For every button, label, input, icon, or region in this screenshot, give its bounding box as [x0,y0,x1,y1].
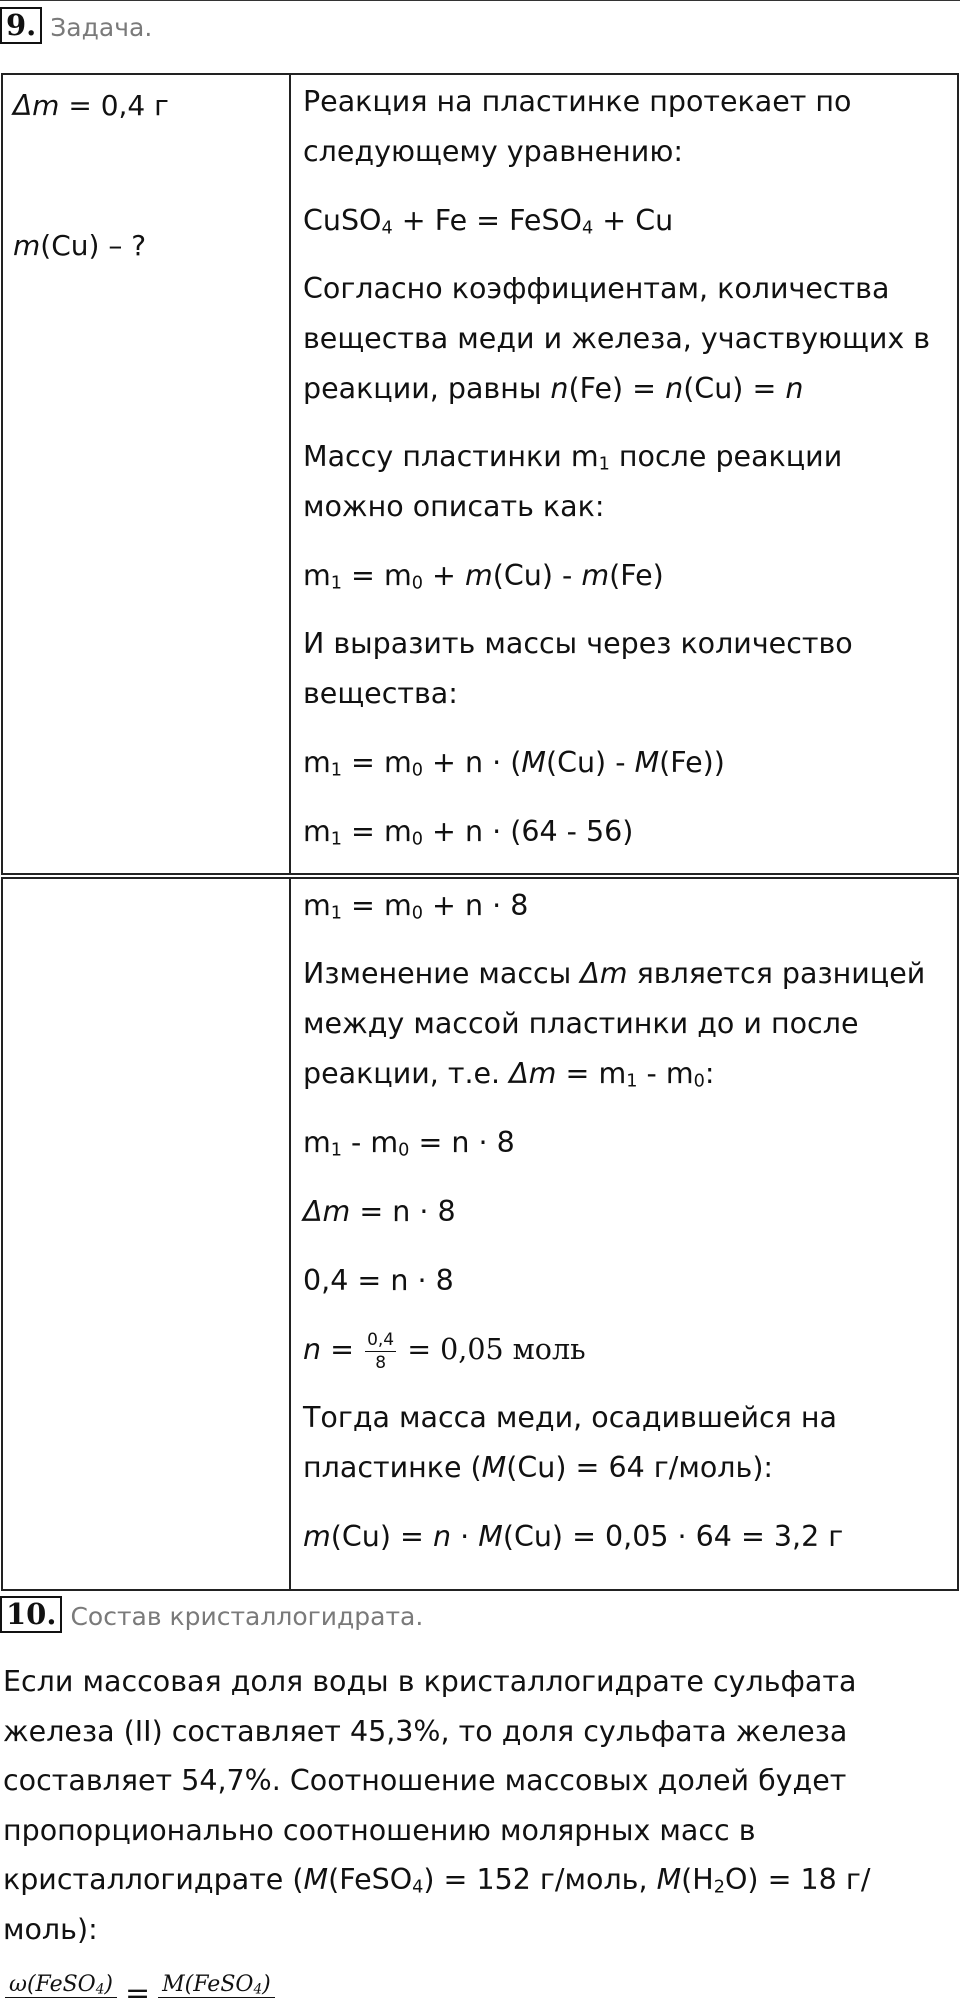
coefficient-text: Согласно коэффициентам, количества вещества меди и железа, участвующих в реакции, равны n(Fe) = n(Cu) = n [303,272,931,405]
top-rule [0,0,960,1]
equation-final: m(Cu) = n · M(Cu) = 0,05 · 64 = 3,2 г [303,1520,844,1553]
task-10-text: Если массовая доля воды в кристаллогидрате сульфата железа (II) составляет 45,3%, то доля сульфата железа составляет 54,7%. Соотношение массовых долей будет пропорционально соотношению молярных масс в кристаллогидрате (M(FeSO$_4$) = 152 г/моль, $M(H_2O) = 18$ г/моль): [3,1665,871,1946]
given-cell [2,74,290,874]
solution-cell-1 [290,74,958,874]
solution-table-2 [1,877,959,1591]
given-find: m(Cu) – ? [13,229,147,262]
express-text: И выразить массы через количество вещества: [303,627,853,710]
equation-dm: Δm = n · 8 [303,1195,456,1228]
equation-m1-molar: $m_1 = m_0 + n \cdot (M(Cu) - M(Fe))$ [303,746,725,781]
task-10-header [0,1596,423,1633]
solution-table-1 [1,73,959,875]
task-title: Задача. [50,13,153,43]
ratio-formula: ω(FeSO$_4$) = M(FeSO$_4$) [5,1972,275,2011]
equation-n: n = $\frac{0,4}{8}$ = 0,05 моль [303,1329,586,1373]
fraction-n: $\frac{0,4}{8}$ [367,1329,395,1373]
task-title: Состав кристаллогидрата. [70,1602,424,1632]
equation-m1: $m_1 = m_0 + m(Cu) - m(Fe)$ [303,559,664,594]
mass-text: Массу пластинки $m_1$ после реакции можно описать как: [303,440,843,523]
equation-m1-numeric: $m_1 = m_0 + n \cdot (64 - 56)$ [303,815,634,850]
intro-text: Реакция на пластинке протекает по следующему уравнению: [303,85,852,168]
task-9-header [0,7,152,44]
fraction-right: M(FeSO$_4$) [158,1972,275,1998]
equation-reaction: CuSO$_4$ + Fe = FeSO$_4$ + Cu [303,204,674,239]
fraction-left: ω(FeSO$_4$) [5,1972,117,1998]
equation-diff: $m_1 - m_0 = n \cdot 8$ [303,1126,515,1161]
given-cell-empty [2,878,290,1590]
change-text: Изменение массы Δm является разницей между массой пластинки до и после реакции, т.е. $\Delta m = m_1 - m_0$: [303,957,926,1092]
task-number: 9. [0,7,42,44]
given-dm: Δm = 0,4 г [13,89,169,122]
then-text: Тогда масса меди, осадившейся на пластинке (M(Cu) = 64 г/моль): [303,1401,837,1484]
task-number: 10. [0,1596,62,1633]
equation-step: 0,4 = n · 8 [303,1264,454,1297]
solution-cell-2 [290,878,958,1590]
equation-m1-8: $m_1 = m_0 + n \cdot 8$ [303,889,529,924]
